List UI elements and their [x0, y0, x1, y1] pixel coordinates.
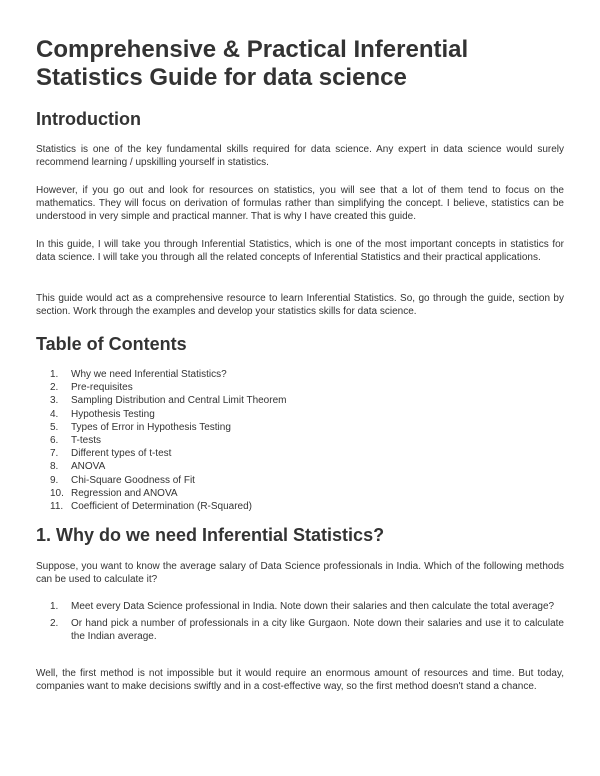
toc-item-label: Types of Error in Hypothesis Testing: [71, 421, 231, 433]
list-item: 1. Meet every Data Science professional in India. Note down their salaries and then calculate the total average?: [50, 600, 564, 613]
intro-paragraph-4: This guide would act as a comprehensive resource to learn Inferential Statistics. So, go through the guide, section by section. Work through the examples and develop your statistics skills for data science.: [36, 293, 564, 317]
toc-item-label: Coefficient of Determination (R-Squared): [71, 501, 253, 513]
toc-item: 6. T-tests: [50, 435, 102, 447]
section-1-question: Suppose, you want to know the average salary of Data Science professionals in India. Which of the following methods can be used to calculate it?: [36, 561, 564, 585]
toc-item: 8. ANOVA: [50, 461, 106, 473]
toc-item: 7. Different types of t-test: [50, 448, 172, 460]
toc-item: 11. Coefficient of Determination (R-Squared): [50, 501, 253, 513]
toc-item: 3. Sampling Distribution and Central Limit Theorem: [50, 395, 287, 407]
toc-item: 2. Pre-requisites: [50, 382, 133, 394]
toc-item: 5. Types of Error in Hypothesis Testing: [50, 421, 231, 433]
document-title: Comprehensive & Practical Inferential Statistics Guide for data science: [36, 36, 469, 91]
toc-item-label: Different types of t-test: [71, 448, 172, 460]
section-1-conclusion: Well, the first method is not impossible but it would require an enormous amount of resources and time. But today, companies want to make decisions swiftly and in a cost-effective way, so the first method doesn't stand a chance.: [36, 668, 564, 692]
toc-item-label: T-tests: [71, 435, 102, 447]
toc-item-label: Chi-Square Goodness of Fit: [71, 474, 195, 486]
toc-item-label: ANOVA: [71, 461, 106, 473]
list-item-text: Or hand pick a number of professionals in a city like Gurgaon. Note down their salaries and use it to calculate the Indian average.: [71, 618, 564, 642]
toc-item: 10. Regression and ANOVA: [50, 487, 178, 499]
section-1-heading: 1. Why do we need Inferential Statistics?: [36, 525, 385, 545]
toc-item-label: Pre-requisites: [71, 382, 133, 394]
toc-item-label: Regression and ANOVA: [71, 487, 178, 499]
toc-item: 4. Hypothesis Testing: [50, 408, 155, 420]
intro-paragraph-3: In this guide, I will take you through Inferential Statistics, which is one of the most important concepts in statistics for data science. I will take you through all the related concepts of Inferential Statistics and their practical applications.: [36, 239, 564, 263]
table-of-contents-list: [50, 368, 286, 513]
table-of-contents-heading: Table of Contents: [36, 334, 187, 354]
intro-paragraph-2: However, if you go out and look for resources on statistics, you will see that a lot of them tend to focus on the mathematics. They will focus on derivation of formulas rather than simplifying the concept. I believe, statistics can be understood in very simple and practical manner. That is why I have created this guide.: [36, 185, 564, 222]
intro-paragraph-1: Statistics is one of the key fundamental skills required for data science. Any expert in data science would surely recommend learning / upskilling yourself in statistics.: [36, 144, 564, 168]
list-item: 2. Or hand pick a number of professionals in a city like Gurgaon. Note down their salaries and use it to calculate the Indian average.: [50, 618, 564, 642]
toc-item-label: Why we need Inferential Statistics?: [71, 369, 227, 380]
introduction-heading: Introduction: [36, 109, 141, 129]
list-item-text: Meet every Data Science professional in India. Note down their salaries and then calculate the total average?: [71, 601, 555, 612]
toc-item-label: Sampling Distribution and Central Limit Theorem: [71, 395, 287, 407]
toc-item: 1. Why we need Inferential Statistics?: [50, 369, 227, 380]
toc-item: 9. Chi-Square Goodness of Fit: [50, 474, 195, 486]
section-1-options-list: [50, 600, 564, 647]
toc-item-label: Hypothesis Testing: [71, 408, 155, 420]
